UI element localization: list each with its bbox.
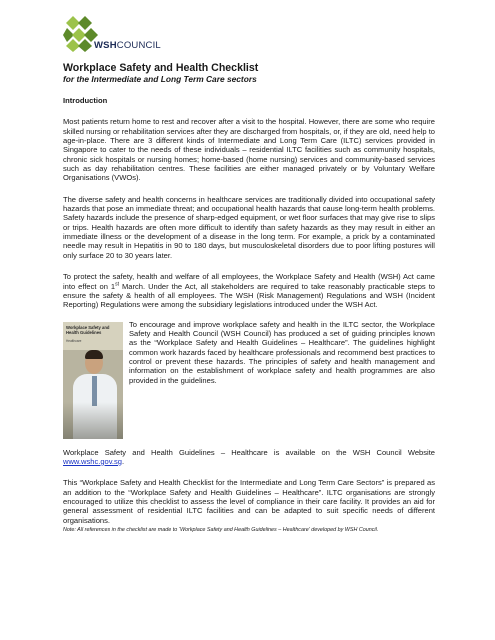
paragraph-checklist-purpose: This “Workplace Safety and Health Checklist for the Intermediate and Long Term Care Sectors” is prepared as an addition to the “Workplace Safety and Health Guidelines – Healthcare”. ILTC organisations are strongly encouraged to utilize this checklist to assess the level of compliance in their care facility. It provides an aid for general assessment of residential ILTC facilities and can be adapted to suit specific needs of different organisations. — [63, 478, 435, 525]
paragraph-iltc-services: Most patients return home to rest and recover after a visit to the hospital. However, there are some who require skilled nursing or rehabilitation services after they are discharged from hospitals, or, if they are old, need help to age-in-place. There are 3 different kinds of Intermediate and Long Term Care (ILTC) services provided in Singapore to cater to the needs of these individuals – residential ILTC facilities such as community hospitals, chronic sick hospitals or nursing homes; home-based (home nursing) services and community-based services such as day rehabilitation centres. These facilities are either managed privately or by Voluntary Welfare Organisations (VWOs). — [63, 117, 435, 183]
cover-subtitle: Healthcare — [66, 338, 82, 343]
paragraph-hazards: The diverse safety and health concerns in healthcare services are traditionally divided into occupational safety hazards that pose an immediate threat; and occupational health hazards that cause long-term health problems. Safety hazards include the presence of sharp-edged equipment, or wet floor surfaces that may give rise to slips or trips. Health hazards are often more difficult to identify than safety hazards as they may result in either an immediate illness or the development of a disease in the long term. For example, a prick by a contaminated needle may result in Hepatitis in 90 to 180 days, but musculoskeletal disorders due to poor lifting postures will only surface 20 to 30 years later. — [63, 194, 435, 260]
footnote: Note: All references in the checklist are made to ‘Workplace Safety and Health Guidelines – Healthcare’ developed by WSH Council. — [63, 526, 379, 533]
logo-wordmark — [94, 40, 161, 51]
wsh-council-logo — [63, 12, 173, 56]
availability-text: Workplace Safety and Health Guidelines – Healthcare is available on the WSH Council Website — [63, 447, 435, 457]
page-subtitle: for the Intermediate and Long Term Care sectors — [63, 74, 257, 84]
wsh-act-text-a: To protect the safety, health and welfare of all employees, the Workplace Safety and Health (WSH) Act came into effect on 1 — [63, 272, 435, 291]
paragraph-wsh-act — [63, 272, 435, 309]
cover-title: Workplace Safety and Health Guidelines — [66, 324, 110, 335]
paragraph-availability — [63, 448, 435, 467]
guidelines-figure-row — [63, 320, 435, 439]
wsh-act-text-b: March. Under the Act, all stakeholders are required to take reasonably practicable steps to ensure the safety & health of all employees. The WSH (Risk Management) Regulations and WSH (Incident Reporting) Regulations were among the subsidiary legislations introduced under the WSH Act. — [63, 281, 436, 310]
page-title: Workplace Safety and Health Checklist — [63, 62, 259, 74]
intro-heading: Introduction — [63, 96, 108, 105]
logo-council-text: COUNCIL — [116, 40, 161, 51]
paragraph-guidelines: To encourage and improve workplace safety and health in the ILTC sector, the Workplace Safety and Health Council (WSH Council) has produced a set of guiding principles known as the “Workplace Safety and Health Guidelines – Healthcare”. The guidelines highlight common work hazards faced by healthcare professionals and recommend best practices to control or prevent these hazards. The principles of safety and health management and information on the establishment of workplace safety and health programmes are also provided in the guidelines. — [129, 319, 435, 385]
wshc-website-link[interactable]: www.wshc.gov.sg — [63, 456, 122, 466]
ordinal-suffix: st — [115, 280, 119, 287]
guidelines-cover-image — [63, 322, 123, 439]
availability-period: . — [122, 456, 125, 466]
document-body — [63, 62, 435, 534]
logo-wsh-text: WSH — [94, 40, 117, 51]
